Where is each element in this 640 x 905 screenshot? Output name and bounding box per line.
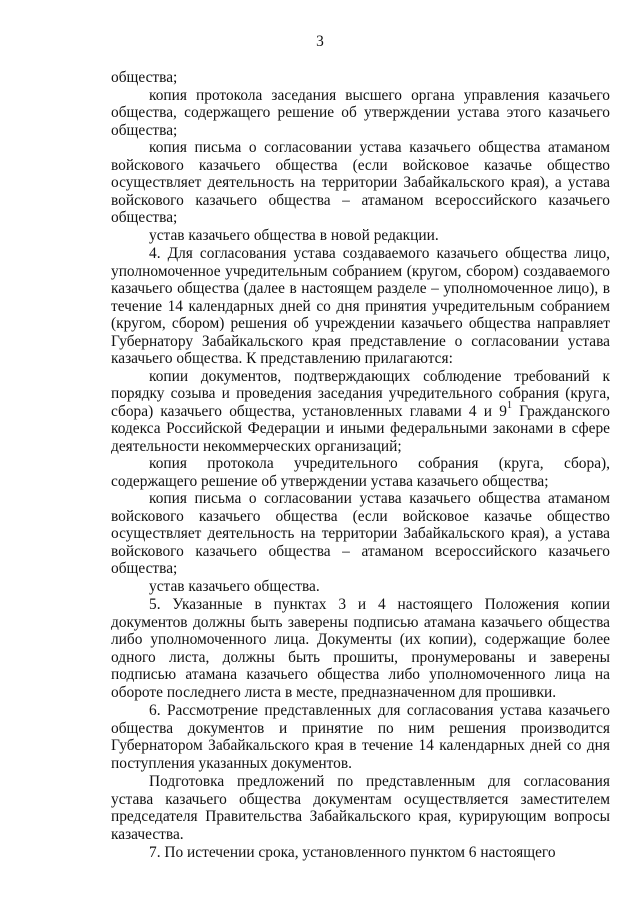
document-copies-text-continued: Гражданского кодекса Российской Федерации и иными федеральными законами в сфере деятельности некоммерческих организаций; xyxy=(111,402,610,455)
superscript-number: 1 xyxy=(506,400,512,412)
paragraph-protocol-copy: копия протокола заседания высшего органа управления казачьего общества, содержащего решение об утверждении устава этого казачьего общества; xyxy=(111,86,610,139)
paragraph-preparation: Подготовка предложений по представленным для согласования устава казачьего общества документам осуществляется заместителем председателя Правительства Забайкальского края, курирующим вопросы казачества. xyxy=(111,773,610,843)
page-number: 3 xyxy=(316,33,324,50)
paragraph-item-4: 4. Для согласования устава создаваемого казачьего общества лицо, уполномоченное учредительным собранием (кругом, сбором) создаваемого казачьего общества (далее в настоящем разделе – уполномоченное лицо), в течение 14 календарных дней со дня принятия учредительным собранием (кругом, сбором) решения об учреждении казачьего общества направляет Губернатору Забайкальского края представление о согласовании устава казачьего общества. К представлению прилагаются: xyxy=(111,245,610,367)
paragraph-item-7: 7. По истечении срока, установленного пунктом 6 настоящего xyxy=(149,844,556,861)
paragraph-charter: устав казачьего общества. xyxy=(149,577,320,595)
document-body xyxy=(111,69,610,862)
document-copies-text: копии документов, подтверждающих соблюдение требований к порядку созыва и проведения заседания учредительного собрания (круга, сбора) казачьего общества, установленных главами 4 и 9 xyxy=(111,367,610,420)
paragraph-letter-copy-2: копия письма о согласовании устава казачьего общества атаманом войскового казачьего общества (если войсковое казачье общество осуществляет деятельность на территории Забайкальского края), а устава войскового казачьего общества – атаманом всероссийского казачьего общества; xyxy=(111,490,610,577)
paragraph-document-copies xyxy=(111,368,610,456)
paragraph-charter-new-edition: устав казачьего общества в новой редакции. xyxy=(149,226,439,244)
paragraph-item-6: 6. Рассмотрение представленных для согласования устава казачьего общества документов и принятие по ним решения производится Губернатором Забайкальского края в течение 14 календарных дней со дня поступления указанных документов. xyxy=(111,702,610,772)
paragraph-letter-copy: копия письма о согласовании устава казачьего общества атаманом войскового казачьего общества (если войсковое казачье общество осуществляет деятельность на территории Забайкальского края), а устава войскового казачьего общества – атаманом всероссийского казачьего общества; xyxy=(111,139,610,226)
paragraph-item-5: 5. Указанные в пунктах 3 и 4 настоящего Положения копии документов должны быть заверены подписью атамана казачьего общества либо уполномоченного лица. Документы (их копии), содержащие более одного листа, должны быть прошиты, пронумерованы и заверены подписью атамана казачьего общества либо уполномоченного лица на обороте последнего листа в месте, предназначенном для прошивки. xyxy=(111,596,610,701)
paragraph-founding-protocol-copy: копия протокола учредительного собрания (круга, сбора), содержащего решение об утверждении устава казачьего общества; xyxy=(111,455,610,490)
paragraph-continuation: общества; xyxy=(111,69,178,86)
